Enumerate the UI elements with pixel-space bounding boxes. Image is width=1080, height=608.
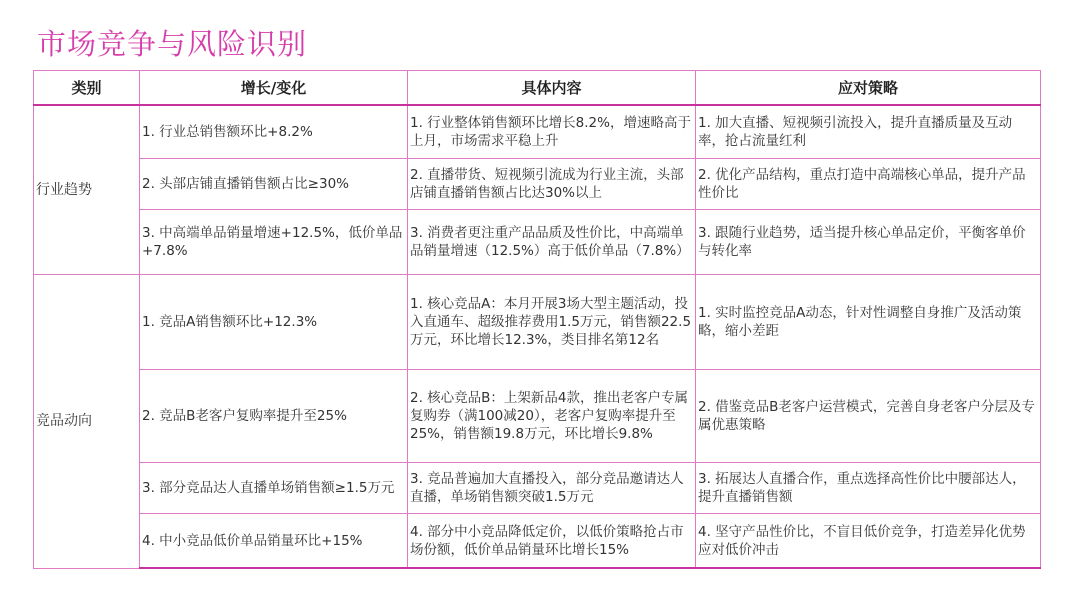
table-row (34, 275, 1041, 370)
change-cell: 2. 竞品B老客户复购率提升至25% (140, 370, 408, 463)
table-header-row (34, 71, 1041, 106)
content-cell: 1. 核心竞品A：本月开展3场大型主题活动，投入直通车、超级推荐费用1.5万元，销售额22.5万元，环比增长12.3%，类目排名第12名 (408, 275, 696, 370)
table-row (34, 514, 1041, 569)
table-row (34, 463, 1041, 514)
strategy-cell: 3. 拓展达人直播合作，重点选择高性价比中腰部达人，提升直播销售额 (696, 463, 1041, 514)
strategy-cell: 1. 加大直播、短视频引流投入，提升直播质量及互动率，抢占流量红利 (696, 105, 1041, 159)
category-cell: 竞品动向 (34, 275, 140, 569)
content-cell: 2. 直播带货、短视频引流成为行业主流，头部店铺直播销售额占比达30%以上 (408, 159, 696, 210)
strategy-cell: 2. 借鉴竞品B老客户运营模式，完善自身老客户分层及专属优惠策略 (696, 370, 1041, 463)
change-cell: 3. 中高端单品销量增速+12.5%，低价单品+7.8% (140, 210, 408, 275)
header-content: 具体内容 (408, 71, 696, 106)
change-cell: 3. 部分竞品达人直播单场销售额≥1.5万元 (140, 463, 408, 514)
content-cell: 3. 消费者更注重产品品质及性价比，中高端单品销量增速（12.5%）高于低价单品（7.8%） (408, 210, 696, 275)
header-change: 增长/变化 (140, 71, 408, 106)
strategy-cell: 4. 坚守产品性价比，不盲目低价竞争，打造差异化优势应对低价冲击 (696, 514, 1041, 569)
change-cell: 1. 竞品A销售额环比+12.3% (140, 275, 408, 370)
table-row (34, 105, 1041, 159)
content-cell: 4. 部分中小竞品降低定价，以低价策略抢占市场份额，低价单品销量环比增长15% (408, 514, 696, 569)
content-cell: 1. 行业整体销售额环比增长8.2%，增速略高于上月，市场需求平稳上升 (408, 105, 696, 159)
content-cell: 2. 核心竞品B：上架新品4款，推出老客户专属复购券（满100减20），老客户复购率提升至25%，销售额19.8万元，环比增长9.8% (408, 370, 696, 463)
strategy-cell: 3. 跟随行业趋势，适当提升核心单品定价，平衡客单价与转化率 (696, 210, 1041, 275)
strategy-cell: 2. 优化产品结构，重点打造中高端核心单品，提升产品性价比 (696, 159, 1041, 210)
change-cell: 2. 头部店铺直播销售额占比≥30% (140, 159, 408, 210)
table-row (34, 370, 1041, 463)
change-cell: 4. 中小竞品低价单品销量环比+15% (140, 514, 408, 569)
page-title: 市场竞争与风险识别 (37, 27, 308, 61)
header-category: 类别 (34, 71, 140, 106)
strategy-cell: 1. 实时监控竞品A动态，针对性调整自身推广及活动策略，缩小差距 (696, 275, 1041, 370)
category-cell: 行业趋势 (34, 105, 140, 275)
change-cell: 1. 行业总销售额环比+8.2% (140, 105, 408, 159)
header-strategy: 应对策略 (696, 71, 1041, 106)
risk-table (33, 70, 1041, 569)
content-cell: 3. 竞品普遍加大直播投入，部分竞品邀请达人直播，单场销售额突破1.5万元 (408, 463, 696, 514)
table-row (34, 210, 1041, 275)
table-row (34, 159, 1041, 210)
